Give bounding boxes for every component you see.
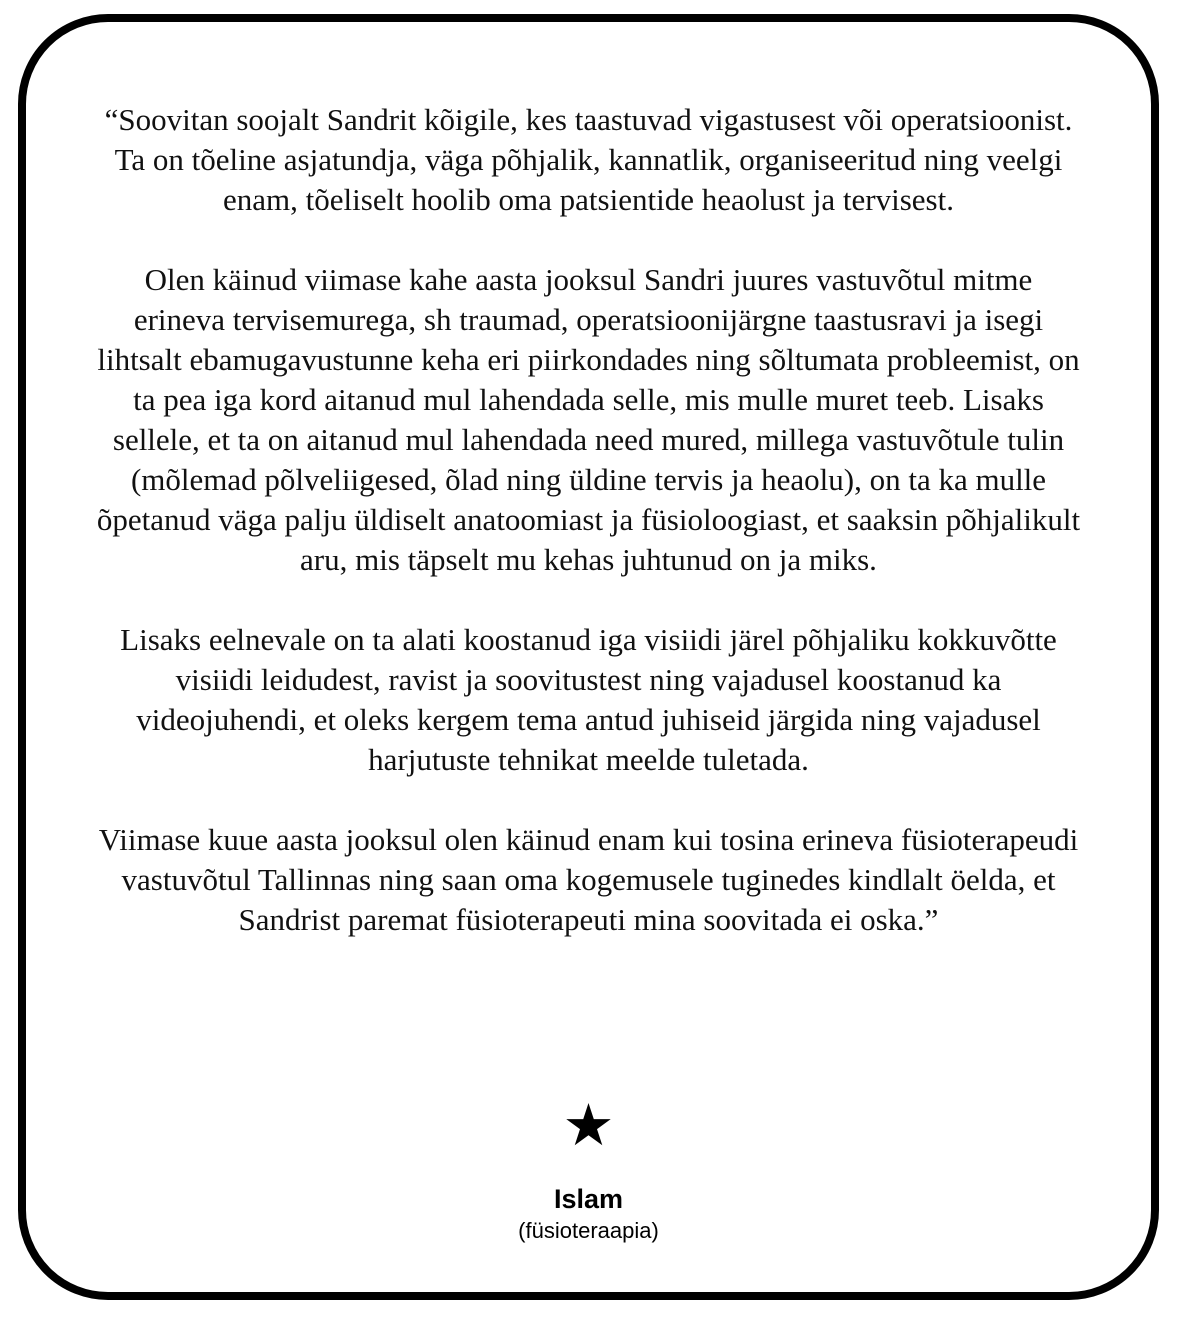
quote-paragraph-4: Viimase kuue aasta jooksul olen käinud enam kui tosina erineva füsioterapeudi vastuvõtul Tallinnas ning saan oma kogemusele tuginedes kindlalt öelda, et Sandrist paremat füsioterapeuti mina soovitada ei oska.” bbox=[98, 822, 1079, 937]
quote-paragraph-3: Lisaks eelnevale on ta alati koostanud iga visiidi järel põhjaliku kokkuvõtte visiidi leidudest, ravist ja soovitustest ning vajadusel koostanud ka videojuhendi, et oleks kergem tema antud juhiseid järgida ning vajadusel harjutuste tehnikat meelde tuletada. bbox=[120, 622, 1057, 777]
quote-paragraph-2: Olen käinud viimase kahe aasta jooksul Sandri juures vastuvõtul mitme erineva tervisemurega, sh traumad, operatsioonijärgne taastusravi ja isegi lihtsalt ebamugavustunne keha eri piirkondades ning sõltumata probleemist, on ta pea iga kord aitanud mul lahendada selle, mis mulle muret teeb. Lisaks sellele, et ta on aitanud mul lahendada need mured, millega vastuvõtule tulin (mõlemad põlveliigesed, õlad ning üldine tervis ja heaolu), on ta ka mulle õpetanud väga palju üldiselt anatoomiast ja füsioloogiast, et saaksin põhjalikult aru, mis täpselt mu kehas juhtunud on ja miks. bbox=[96, 262, 1081, 577]
quote-paragraph-1: “Soovitan soojalt Sandrit kõigile, kes taastuvad vigastusest või operatsioonist. Ta on tõeline asjatundja, väga põhjalik, kannatlik, organiseeritud ning veelgi enam, tõeliselt hoolib oma patsientide heaolust ja tervisest. bbox=[104, 102, 1073, 217]
star-icon: ★ bbox=[562, 1091, 615, 1159]
testimonial-card bbox=[18, 14, 1159, 1300]
author-role: (füsioteraapia) bbox=[518, 1218, 659, 1243]
author-name: Islam bbox=[553, 1184, 624, 1214]
testimonial-author bbox=[26, 1182, 1151, 1246]
testimonial-quote bbox=[26, 100, 1151, 940]
